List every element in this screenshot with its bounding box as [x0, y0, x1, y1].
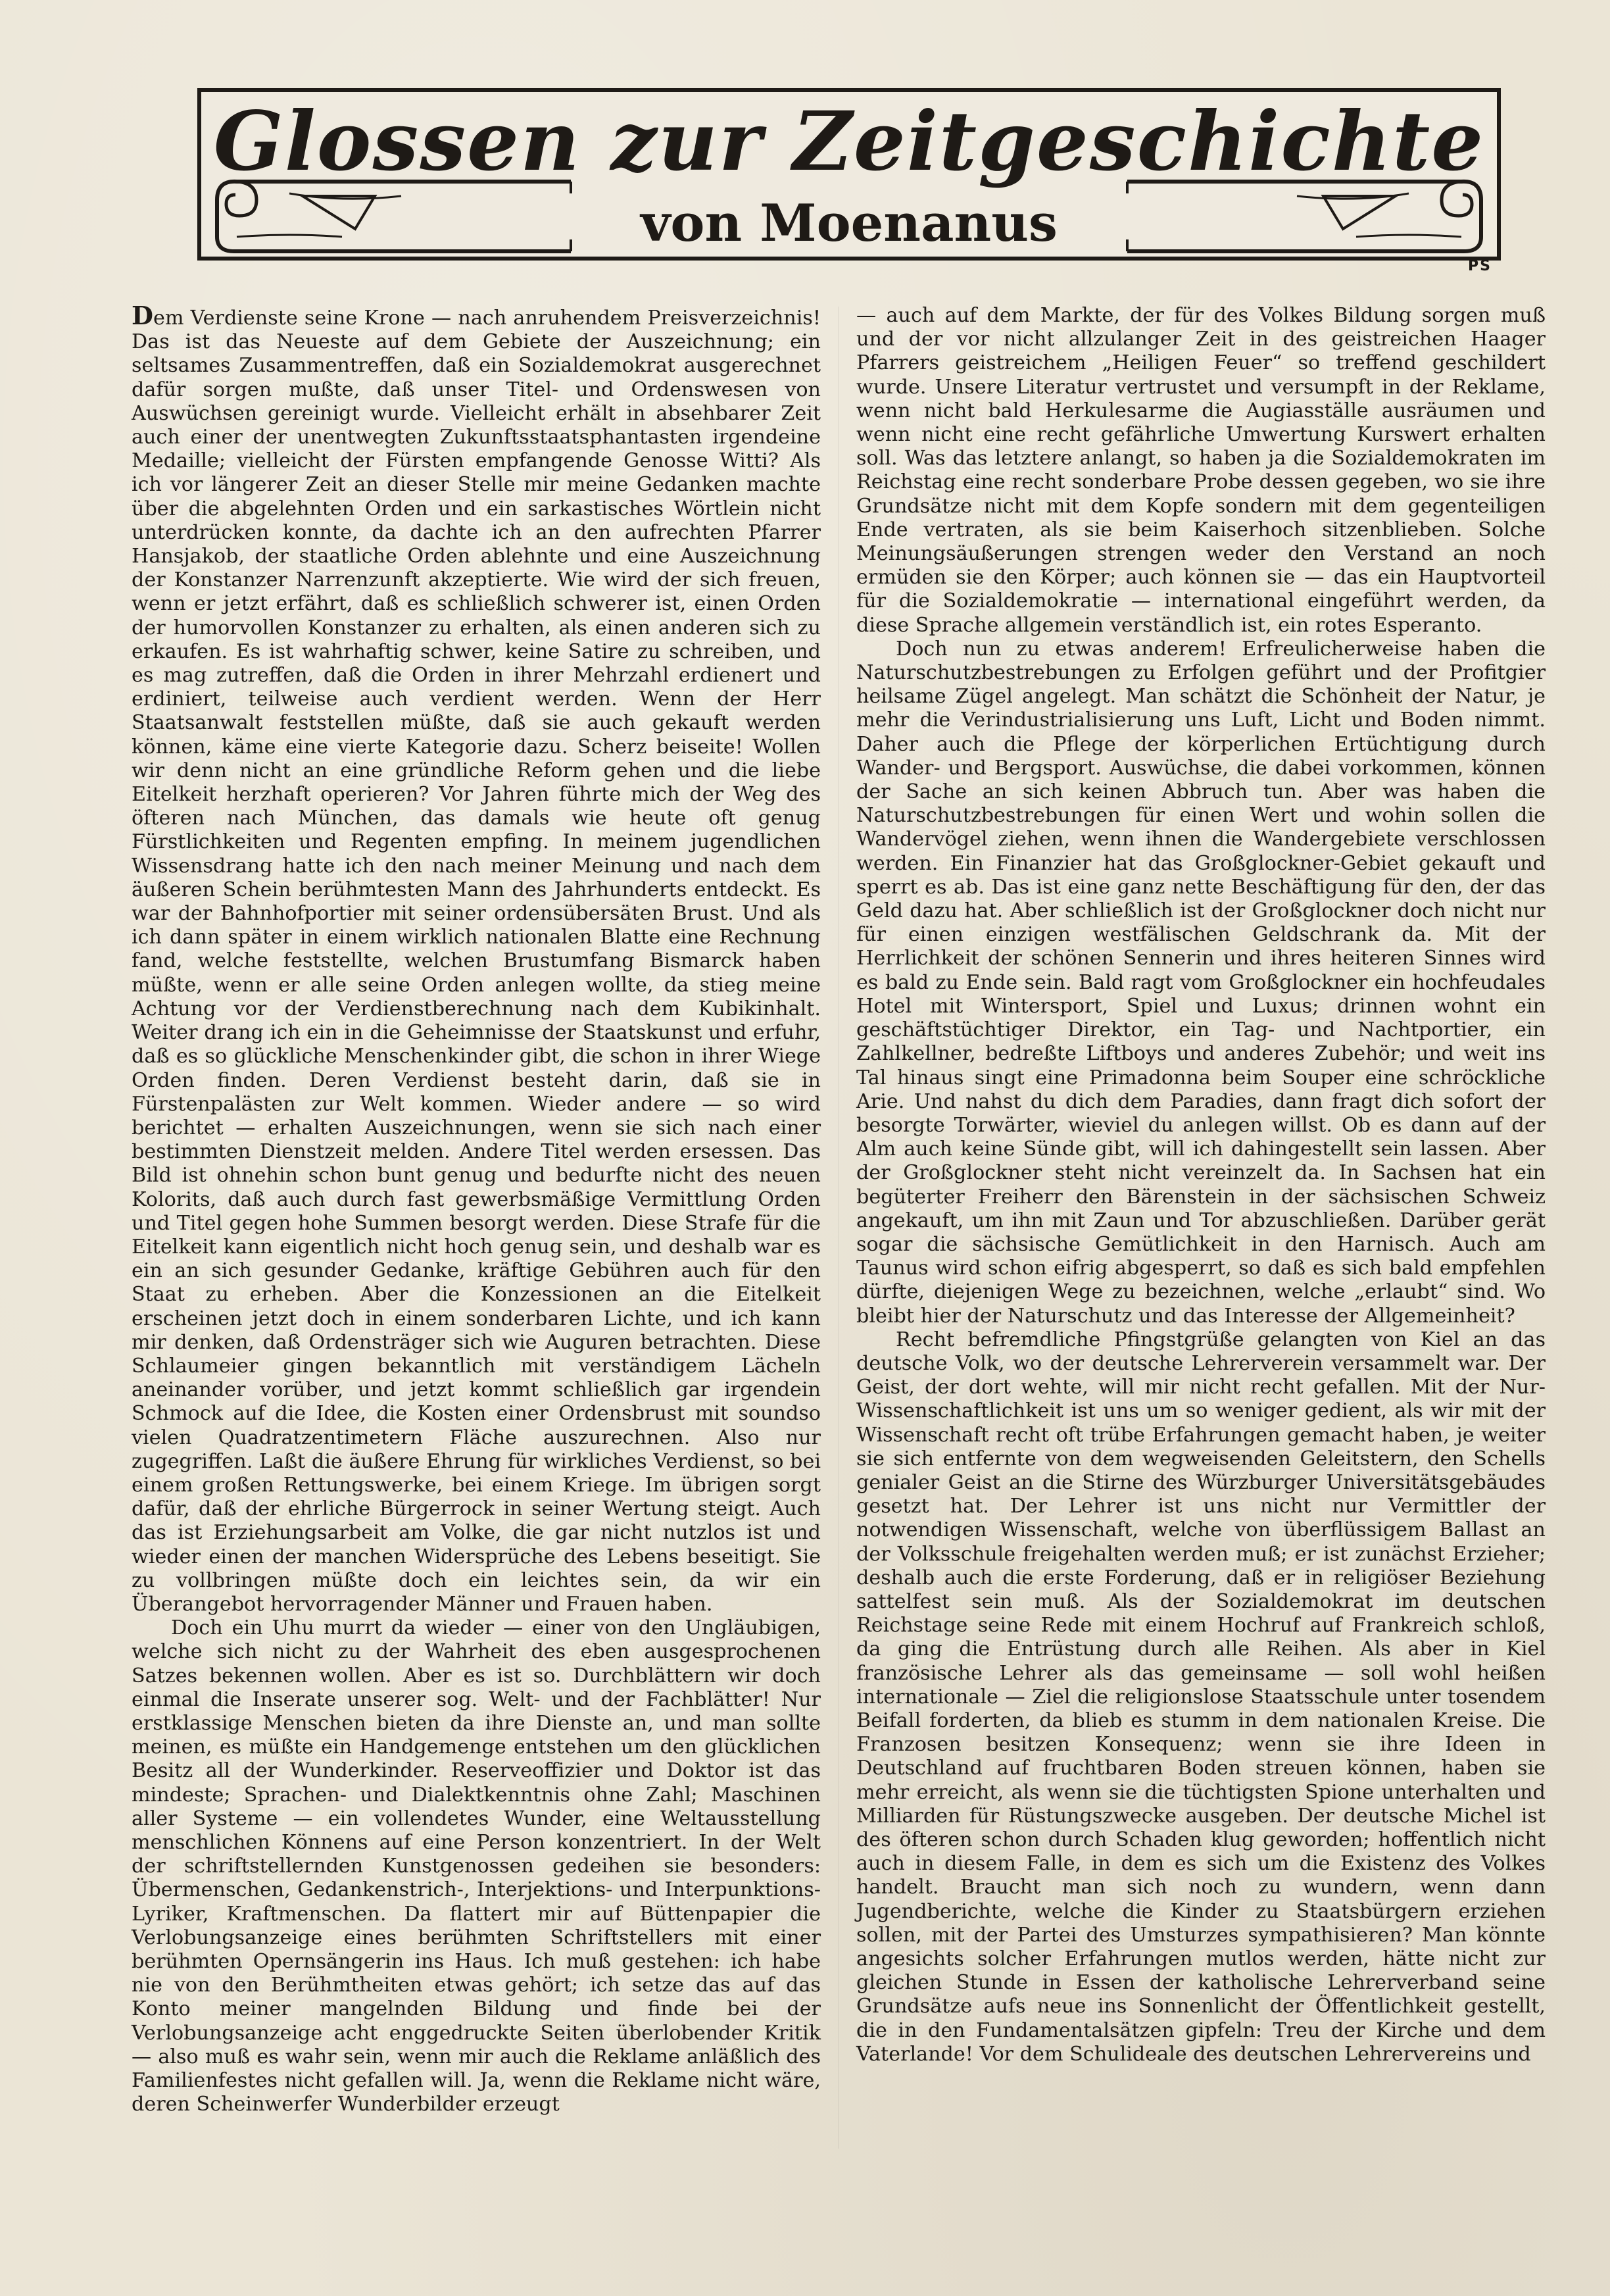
article-paragraph: Dem Verdienste seine Krone — nach anruhendem Preisverzeichnis! Das ist das Neueste auf dem Gebiete der Auszeichnung; ein seltsames Zusammentreffen, daß ein Sozialdemokrat ausgerechnet dafür sorgen mußte, daß unser Titel- und Ordenswesen von Auswüchsen gereinigt wurde. Vielleicht erhält in absehbarer Zeit auch einer der unentwegten Zukunftsstaatsphantasten irgendeine Medaille; vielleicht der Fürsten empfangende Genosse Witti? Als ich vor längerer Zeit an dieser Stelle mir meine Gedanken machte über die abgelehnten Orden und ein sarkastisches Wörtlein nicht unterdrücken konnte, da dachte ich an den aufrechten Pfarrer Hansjakob, der staatliche Orden ablehnte und eine Auszeichnung der Konstanzer Narrenzunft akzeptierte. Wie wird der sich freuen, wenn er jetzt erfährt, daß es schließlich schwerer ist, einen Orden der humorvollen Konstanzer zu erhalten, als einen anderen sich zu erkaufen. Es ist wahrhaftig schwer, keine Satire zu schreiben, und es mag zutreffen, daß die Orden in ihrer Mehrzahl erdienert und erdiniert, teilweise auch verdient werden. Wenn der Herr Staatsanwalt feststellen müßte, daß sie auch gekauft werden können, käme eine vierte Kategorie dazu. Scherz beiseite! Wollen wir denn nicht an eine gründliche Reform gehen und die liebe Eitelkeit herzhaft operieren? Vor Jahren führte mich der Weg des öfteren nach München, das damals wie heute oft genug Fürstlichkeiten und Regenten empfing. In meinem jugendlichen Wissensdrang hatte ich den nach meiner Meinung und nach dem äußeren Schein berühmtesten Mann des Jahrhunderts entdeckt. Es war der Bahnhofportier mit seiner ordensübersäten Brust. Und als ich dann später in einem wirklich nationalen Blatte eine Rechnung fand, welche feststellte, welchen Brustumfang Bismarck haben müßte, wenn er alle seine Orden anlegen wollte, da stieg meine Achtung vor der Verdienstberechnung nach dem Kubikinhalt. Weiter drang ich ein in die Geheimnisse der Staatskunst und erfuhr, daß es so glückliche Menschenkinder gibt, die schon in ihrer Wiege Orden finden. Deren Verdienst besteht darin, daß sie in Fürstenpalästen zur Welt kommen. Wieder andere — so wird berichtet — erhalten Auszeichnungen, wenn sie sich nach einer bestimmten Dienstzeit melden. Andere Titel werden ersessen. Das Bild ist ohnehin schon bunt genug und bedurfte nicht des neuen Kolorits, daß auch durch fast gewerbsmäßige Vermittlung Orden und Titel gegen hohe Summen besorgt werden. Diese Strafe für die Eitelkeit kann eigentlich nicht hoch genug sein, und deshalb war es ein an sich gesunder Gedanke, kräftige Gebühren auch für den Staat zu erheben. Aber die Konzessionen an die Eitelkeit erscheinen jetzt doch in einem sonderbaren Lichte, und ich kann mir denken, daß Ordensträger sich wie Auguren betrachten. Diese Schlaumeier gingen bekanntlich mit verständigem Lächeln aneinander vorüber, und jetzt kommt schließlich gar irgendein Schmock auf die Idee, die Kosten einer Ordensbrust mit soundso vielen Quadratzentimetern Fläche auszurechnen. Also nur zugegriffen. Laßt die äußere Ehrung für wirkliches Verdienst, so bei einem großen Rettungswerke, bei einem Kriege. Im übrigen sorgt dafür, daß der ehrliche Bürgerrock in seiner Wertung steigt. Auch das ist Erziehungsarbeit am Volke, die gar nicht nutzlos ist und wieder einen der manchen Widersprüche des Lebens beseitigt. Sie zu vollbringen müßte doch ein leichtes sein, da wir ein Überangebot hervorragender Männer und Frauen haben.: [132, 301, 821, 1616]
masthead-byline: von Moenanus: [641, 193, 1058, 253]
column-divider: [838, 307, 839, 2149]
scroll-ornament-right-icon: [1119, 174, 1488, 257]
masthead: [197, 88, 1501, 261]
masthead-title: Glossen zur Zeitgeschichte: [213, 94, 1485, 189]
article-paragraph: Doch ein Uhu murrt da wieder — einer von den Ungläubigen, welche sich nicht zu der Wahrheit des eben ausgesprochenen Satzes bekennen wollen. Aber es ist so. Durchblättern wir doch einmal die Inserate unserer sog. Welt- und der Fachblätter! Nur erstklassige Menschen bieten da ihre Dienste an, und man sollte meinen, es müßte ein Handgemenge entstehen um den glücklichen Besitz all der Wunderkinder. Reserveoffizier und Doktor ist das mindeste; Sprachen- und Dialektkenntnis ohne Zahl; Maschinen aller Systeme — ein vollendetes Wunder, eine Weltausstellung menschlichen Könnens auf eine Person konzentriert. In der Welt der schriftstellernden Kunstgenossen gedeihen sie besonders: Übermenschen, Gedankenstrich-, Interjektions- und Interpunktions-Lyriker, Kraftmenschen. Da flattert mir auf Büttenpapier die Verlobungsanzeige eines berühmten Schriftstellers mit einer berühmten Opernsängerin ins Haus. Ich muß gestehen: ich habe nie von den Berühmtheiten etwas gehört; ich setze das auf das Konto meiner mangelnden Bildung und finde bei der Verlobungsanzeige acht enggedruckte Seiten überlobender Kritik — also muß es wahr sein, wenn mir auch die Reklame anläßlich des Familienfestes nicht gefallen will. Ja, wenn die Reklame nicht wäre, deren Scheinwerfer Wunderbilder erzeugt: [132, 1616, 821, 2116]
article-paragraph: Recht befremdliche Pfingstgrüße gelangten von Kiel an das deutsche Volk, wo der deutsche Lehrerverein versammelt war. Der Geist, der dort wehte, will mir nicht recht gefallen. Mit der Nur-Wissenschaftlichkeit ist uns um so weniger gedient, als wir mit der Wissenschaft recht oft trübe Erfahrungen gemacht haben, je weiter sie sich entfernte von dem wegweisenden Geleitstern, den Schells genialer Geist an die Stirne des Würzburger Universitätsgebäudes gesetzt hat. Der Lehrer ist uns nicht nur Vermittler der notwendigen Wissenschaft, welche von überflüssigem Ballast an der Volksschule freigehalten werden muß; er ist zunächst Erzieher; deshalb auch die erste Forderung, daß er in religiöser Beziehung sattelfest sein muß. Als der Sozialdemokrat im deutschen Reichstage seine Rede mit einem Hochruf auf Frankreich schloß, da ging die Entrüstung durch alle Reihen. Als aber in Kiel französische Lehrer als das gemeinsame — soll wohl heißen internationale — Ziel die religionslose Staatsschule unter tosendem Beifall forderten, da blieb es stumm in dem nationalen Kreise. Die Franzosen besitzen Konsequenz; wenn sie ihre Ideen in Deutschland auf fruchtbaren Boden streuen können, haben sie mehr erreicht, als wenn sie die tüchtigsten Spione unterhalten und Milliarden für Rüstungszwecke ausgeben. Der deutsche Michel ist des öfteren schon durch Schaden klug geworden; hoffentlich nicht auch in diesem Falle, in dem es sich um die Existenz des Volkes handelt. Braucht man sich noch zu wundern, wenn dann Jugendberichte, welche die Kinder zu Staatsbürgern erziehen sollen, mit der Partei des Umsturzes sympathisieren? Man könnte angesichts solcher Erfahrungen mutlos werden, hätte nicht zur gleichen Stunde in Essen der katholische Lehrerverband seine Grundsätze aufs neue ins Sonnenlicht der Öffentlichkeit gestellt, die in den Fundamentalsätzen gipfeln: Treu der Kirche und dem Vaterlande! Vor dem Schulideale des deutschen Lehrervereins und: [856, 1328, 1546, 2066]
article-paragraph: — auch auf dem Markte, der für des Volkes Bildung sorgen muß und der vor nicht allzulanger Zeit in des geistreichen Haager Pfarrers geistreichem „Heiligen Feuer“ so treffend geschildert wurde. Unsere Literatur vertrustet und versumpft in der Reklame, wenn nicht bald Herkulesarme die Augiasställe ausräumen und wenn nicht eine recht gefährliche Umwertung Kurswert erhalten soll. Was das letztere anlangt, so haben ja die Sozialdemokraten im Reichstag eine recht sonderbare Probe dessen gegeben, wo sie ihre Grundsätze nicht mit dem Kopfe sondern mit dem gegenteiligen Ende vertraten, als sie beim Kaiserhoch sitzenblieben. Solche Meinungsäußerungen strengen weder den Verstand an noch ermüden sie den Körper; auch können sie — das ein Hauptvorteil für die Sozialdemokratie — international eingeführt werden, da diese Sprache allgemein verständlich ist, ein rotes Esperanto.: [856, 304, 1546, 637]
article-paragraph: Doch nun zu etwas anderem! Erfreulicherweise haben die Naturschutzbestrebungen zu Erfolgen geführt und der Profitgier heilsame Zügel angelegt. Man schätzt die Schönheit der Natur, je mehr die Verindustrialisierung uns Luft, Licht und Boden nimmt. Daher auch die Pflege der körperlichen Ertüchtigung durch Wander- und Bergsport. Auswüchse, die dabei vorkommen, können der Sache an sich keinen Abbruch tun. Aber was haben die Naturschutzbestrebungen für einen Wert und wohin sollen die Wandervögel ziehen, wenn ihnen die Wandergebiete verschlossen werden. Ein Finanzier hat das Großglockner-Gebiet gekauft und sperrt es ab. Das ist eine ganz nette Beschäftigung für den, der das Geld dazu hat. Aber schließlich ist der Großglockner doch nicht nur für einen einzigen westfälischen Geldschrank da. Mit der Herrlichkeit der schönen Sennerin und ihres heiteren Sinnes wird es bald zu Ende sein. Bald ragt vom Großglockner ein hochfeudales Hotel mit Wintersport, Spiel und Luxus; drinnen wohnt ein geschäftstüchtiger Direktor, ein Tag- und Nachtportier, ein Zahlkellner, bedreßte Liftboys und anderes Zubehör; und weit ins Tal hinaus singt eine Primadonna beim Souper eine schröckliche Arie. Und nahst du dich dem Paradies, dann fragt dich sofort der besorgte Torwärter, wieviel du anlegen willst. Ob es dann auf der Alm auch keine Sünde gibt, will ich dahingestellt sein lassen. Aber der Großglockner steht nicht vereinzelt da. In Sachsen hat ein begüterter Freiherr den Bärenstein in der sächsischen Schweiz angekauft, um ihn mit Zaun und Tor abzuschließen. Darüber gerät sogar die sächsische Gemütlichkeit in den Harnisch. Auch am Taunus wird schon eifrig abgesperrt, so daß es sich bald empfehlen dürfte, diejenigen Wege zu bezeichnen, welche „erlaubt“ sind. Wo bleibt hier der Naturschutz und das Interesse der Allgemeinheit?: [856, 637, 1546, 1328]
article-column-left: [132, 301, 821, 2116]
artist-signature: PS: [1468, 258, 1492, 274]
article-column-right: [856, 304, 1546, 2066]
